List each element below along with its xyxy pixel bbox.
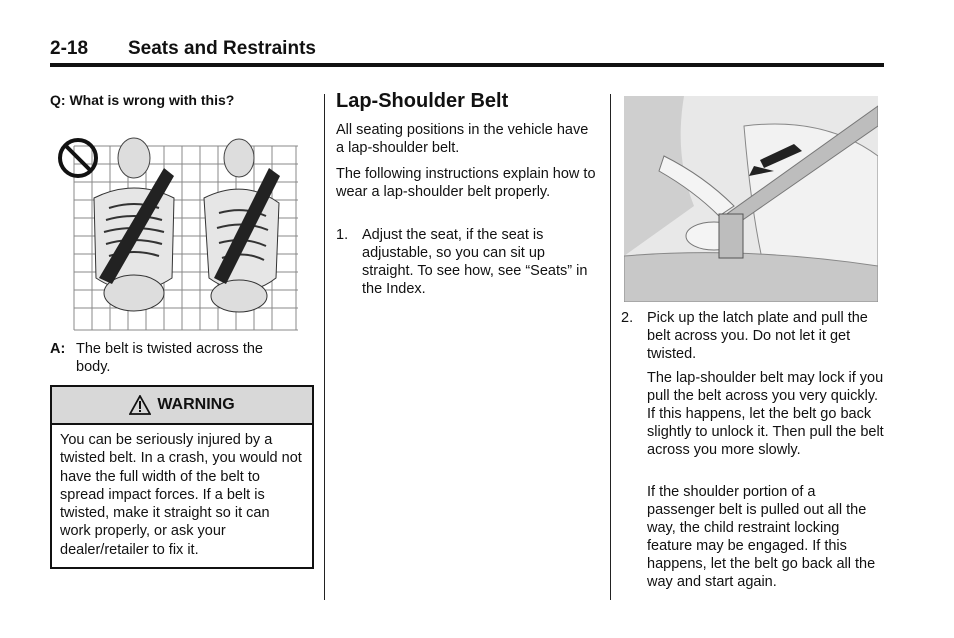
question-text: Q: What is wrong with this?	[50, 92, 235, 108]
paragraph: All seating positions in the vehicle have a lap-shoulder belt.	[336, 122, 589, 156]
warning-icon	[129, 395, 151, 415]
section-title: Seats and Restraints	[128, 38, 316, 59]
warning-box	[50, 385, 314, 569]
warning-title: WARNING	[157, 396, 235, 413]
step-number: 2.	[621, 310, 634, 326]
header-rule	[50, 63, 884, 67]
step-number: 1.	[336, 227, 349, 243]
step-text: Pick up the latch plate and pull the belt across you. Do not let it get twisted.	[647, 310, 868, 362]
paragraph: If the shoulder portion of a passenger belt is pulled out all the way, the child restraint locking feature may be engaged. If this happens, let the belt go back all the way and start again.	[647, 484, 876, 590]
step-text: Adjust the seat, if the seat is adjustable, so you can sit up straight. To see how, see “Seats” in the Index.	[362, 227, 588, 297]
page-header	[50, 38, 884, 60]
column-divider	[324, 94, 325, 600]
answer-text: The belt is twisted across the body.	[76, 341, 263, 375]
column-divider	[610, 94, 611, 600]
paragraph: The following instructions explain how to wear a lap-shoulder belt properly.	[336, 166, 596, 200]
twisted-belt-illustration	[54, 128, 298, 332]
section-heading: Lap-Shoulder Belt	[336, 90, 509, 112]
page-number: 2-18	[50, 38, 89, 59]
warning-header	[52, 387, 312, 425]
paragraph: The lap-shoulder belt may lock if you pull the belt across you very quickly. If this happens, let the belt go back slightly to unlock it. Then pull the belt across you more slowly.	[647, 370, 884, 458]
seatbelt-latch-illustration	[624, 96, 878, 302]
answer-label: A:	[50, 341, 66, 357]
warning-body: You can be seriously injured by a twisted belt. In a crash, you would not have the full width of the belt to spread impact forces. If a belt is twisted, make it straight so it can work properly, or ask your dealer/retailer to fix it.	[60, 432, 302, 558]
